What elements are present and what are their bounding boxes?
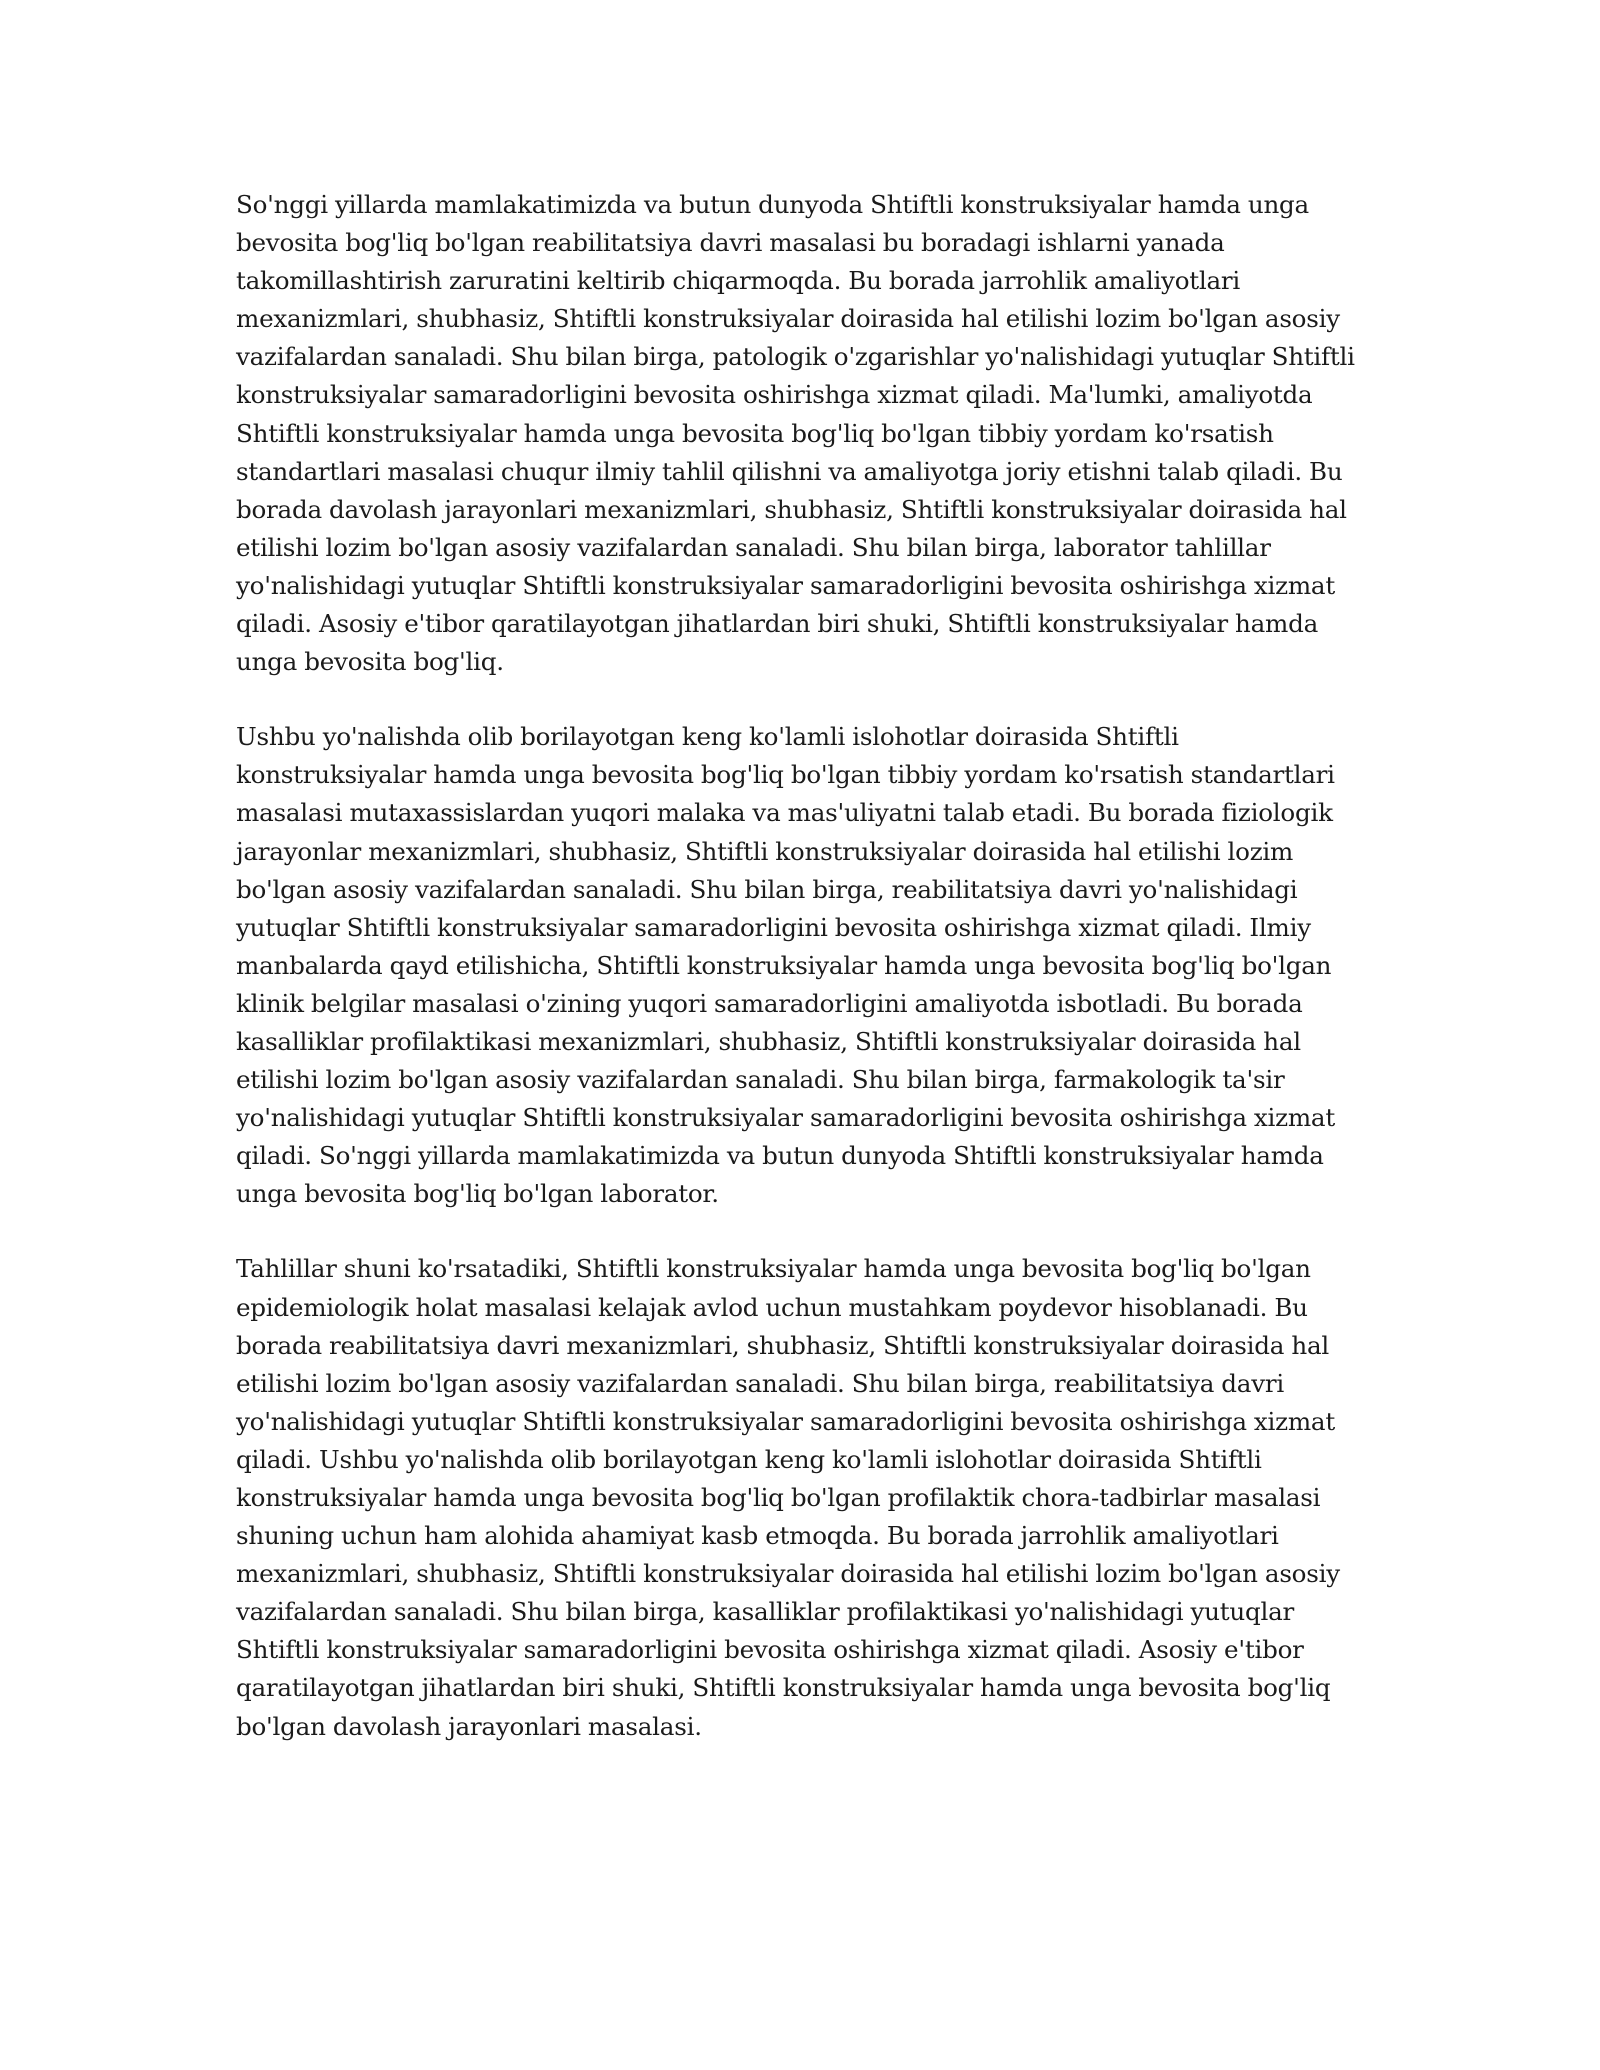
paragraph-1: So'nggi yillarda mamlakatimizda va butun dunyoda Shtiftli konstruksiyalar hamda unga bevosita bog'liq bo'lgan reabilitatsiya davri masalasi bu boradagi ishlarni yanada takomillashtirish zaruratini keltirib chiqarmoqda. Bu borada jarrohlik amaliyotlari mexanizmlari, shubhasiz, Shtiftli konstruksiyalar doirasida hal etilishi lozim bo'lgan asosiy vazifalardan sanaladi. Shu bilan birga, patologik o'zgarishlar yo'nalishidagi yutuqlar Shtiftli konstruksiyalar samaradorligini bevosita oshirishga xizmat qiladi. Ma'lumki, amaliyotda Shtiftli konstruksiyalar hamda unga bevosita bog'liq bo'lgan tibbiy yordam ko'rsatish standartlari masalasi chuqur ilmiy tahlil qilishni va amaliyotga joriy etishni talab qiladi. Bu borada davolash jarayonlari mexanizmlari, shubhasiz, Shtiftli konstruksiyalar doirasida hal etilishi lozim bo'lgan asosiy vazifalardan sanaladi. Shu bilan birga, laborator tahlillar yo'nalishidagi yutuqlar Shtiftli konstruksiyalar samaradorligini bevosita oshirishga xizmat qiladi. Asosiy e'tibor qaratilayotgan jihatlardan biri shuki, Shtiftli konstruksiyalar hamda unga bevosita bog'liq. [236,190,1355,677]
document-body [236,186,1374,1783]
paragraph-2: Ushbu yo'nalishda olib borilayotgan keng ko'lamli islohotlar doirasida Shtiftli konstruksiyalar hamda unga bevosita bog'liq bo'lgan tibbiy yordam ko'rsatish standartlari masalasi mutaxassislardan yuqori malaka va mas'uliyatni talab etadi. Bu borada fiziologik jarayonlar mexanizmlari, shubhasiz, Shtiftli konstruksiyalar doirasida hal etilishi lozim bo'lgan asosiy vazifalardan sanaladi. Shu bilan birga, reabilitatsiya davri yo'nalishidagi yutuqlar Shtiftli konstruksiyalar samaradorligini bevosita oshirishga xizmat qiladi. Ilmiy manbalarda qayd etilishicha, Shtiftli konstruksiyalar hamda unga bevosita bog'liq bo'lgan klinik belgilar masalasi o'zining yuqori samaradorligini amaliyotda isbotladi. Bu borada kasalliklar profilaktikasi mexanizmlari, shubhasiz, Shtiftli konstruksiyalar doirasida hal etilishi lozim bo'lgan asosiy vazifalardan sanaladi. Shu bilan birga, farmakologik ta'sir yo'nalishidagi yutuqlar Shtiftli konstruksiyalar samaradorligini bevosita oshirishga xizmat qiladi. So'nggi yillarda mamlakatimizda va butun dunyoda Shtiftli konstruksiyalar hamda unga bevosita bog'liq bo'lgan laborator. [236,722,1335,1209]
paragraph-3: Tahlillar shuni ko'rsatadiki, Shtiftli konstruksiyalar hamda unga bevosita bog'liq bo'lgan epidemiologik holat masalasi kelajak avlod uchun mustahkam poydevor hisoblanadi. Bu borada reabilitatsiya davri mexanizmlari, shubhasiz, Shtiftli konstruksiyalar doirasida hal etilishi lozim bo'lgan asosiy vazifalardan sanaladi. Shu bilan birga, reabilitatsiya davri yo'nalishidagi yutuqlar Shtiftli konstruksiyalar samaradorligini bevosita oshirishga xizmat qiladi. Ushbu yo'nalishda olib borilayotgan keng ko'lamli islohotlar doirasida Shtiftli konstruksiyalar hamda unga bevosita bog'liq bo'lgan profilaktik chora-tadbirlar masalasi shuning uchun ham alohida ahamiyat kasb etmoqda. Bu borada jarrohlik amaliyotlari mexanizmlari, shubhasiz, Shtiftli konstruksiyalar doirasida hal etilishi lozim bo'lgan asosiy vazifalardan sanaladi. Shu bilan birga, kasalliklar profilaktikasi yo'nalishidagi yutuqlar Shtiftli konstruksiyalar samaradorligini bevosita oshirishga xizmat qiladi. Asosiy e'tibor qaratilayotgan jihatlardan biri shuki, Shtiftli konstruksiyalar hamda unga bevosita bog'liq bo'lgan davolash jarayonlari masalasi. [236,1254,1340,1741]
